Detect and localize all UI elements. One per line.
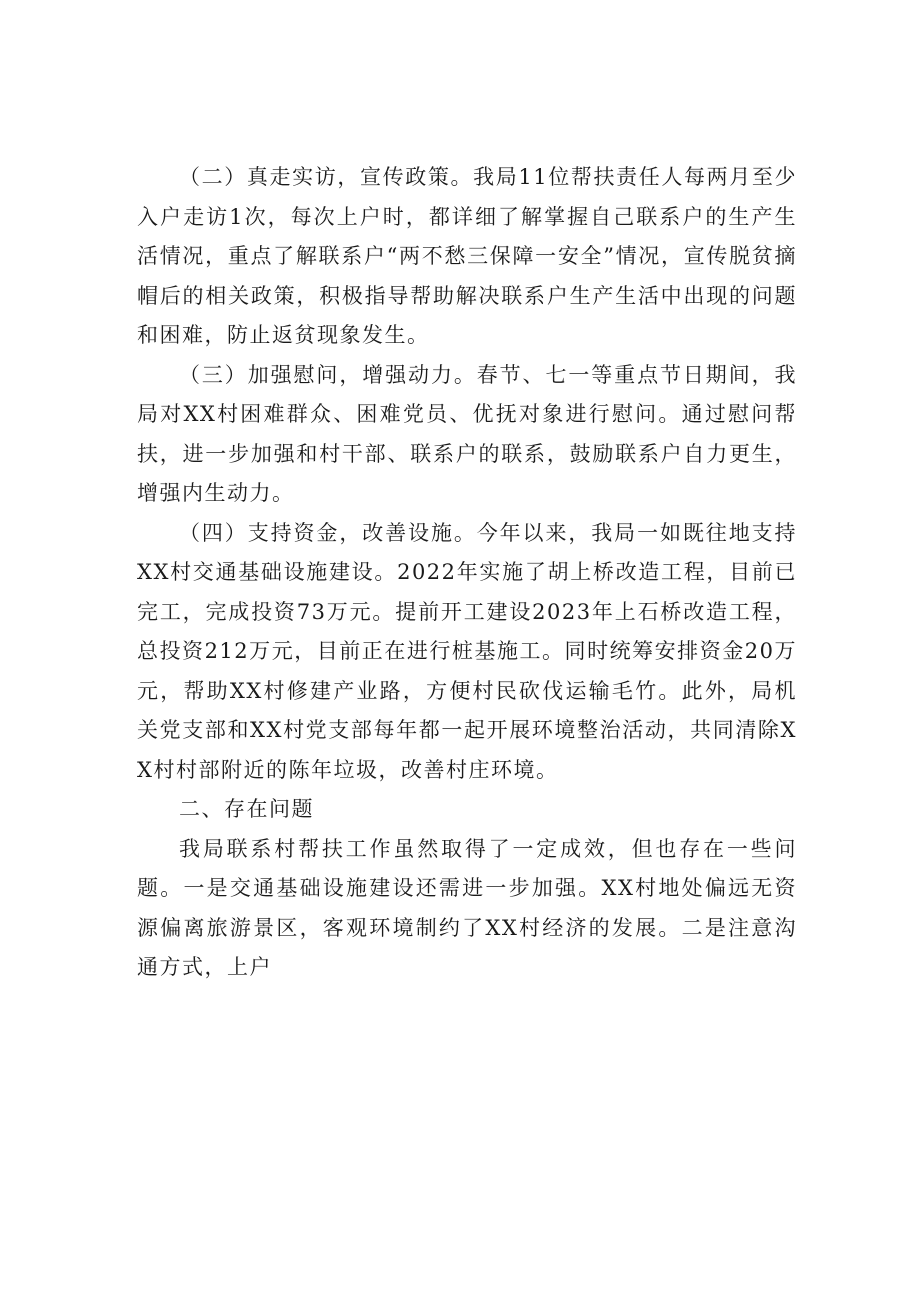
paragraph-visits-and-policy: （二）真走实访，宣传政策。我局11位帮扶责任人每两月至少入户走访1次，每次上户时，都详细了解掌握自己联系户的生产生活情况，重点了解联系户“两不愁三保障一安全”情况，宣传脱贫摘帽后的相关政策，积极指导帮助解决联系户生产生活中出现的问题和困难，防止返贫现象发生。: [137, 165, 797, 347]
document-body: [137, 158, 797, 988]
paragraph-condolence-visits: （三）加强慰问，增强动力。春节、七一等重点节日期间，我局对XX村困难群众、困难党员、优抚对象进行慰问。通过慰问帮扶，进一步加强和村干部、联系户的联系，鼓励联系户自力更生，增强内生动力。: [137, 362, 797, 505]
section-heading-problems: 二、存在问题: [179, 797, 314, 821]
paragraph-funding-infrastructure: （四）支持资金，改善设施。今年以来，我局一如既往地支持XX村交通基础设施建设。2022年实施了胡上桥改造工程，目前已完工，完成投资73万元。提前开工建设2023年上石桥改造工程，总投资212万元，目前正在进行桩基施工。同时统筹安排资金20万元，帮助XX村修建产业路，方便村民砍伐运输毛竹。此外，局机关党支部和XX村党支部每年都一起开展环境整治活动，共同清除XX村村部附近的陈年垃圾，改善村庄环境。: [137, 520, 797, 782]
paragraph-existing-problems: 我局联系村帮扶工作虽然取得了一定成效，但也存在一些问题。一是交通基础设施建设还需进一步加强。XX村地处偏远无资源偏离旅游景区，客观环境制约了XX村经济的发展。二是注意沟通方式，上户: [137, 836, 797, 979]
